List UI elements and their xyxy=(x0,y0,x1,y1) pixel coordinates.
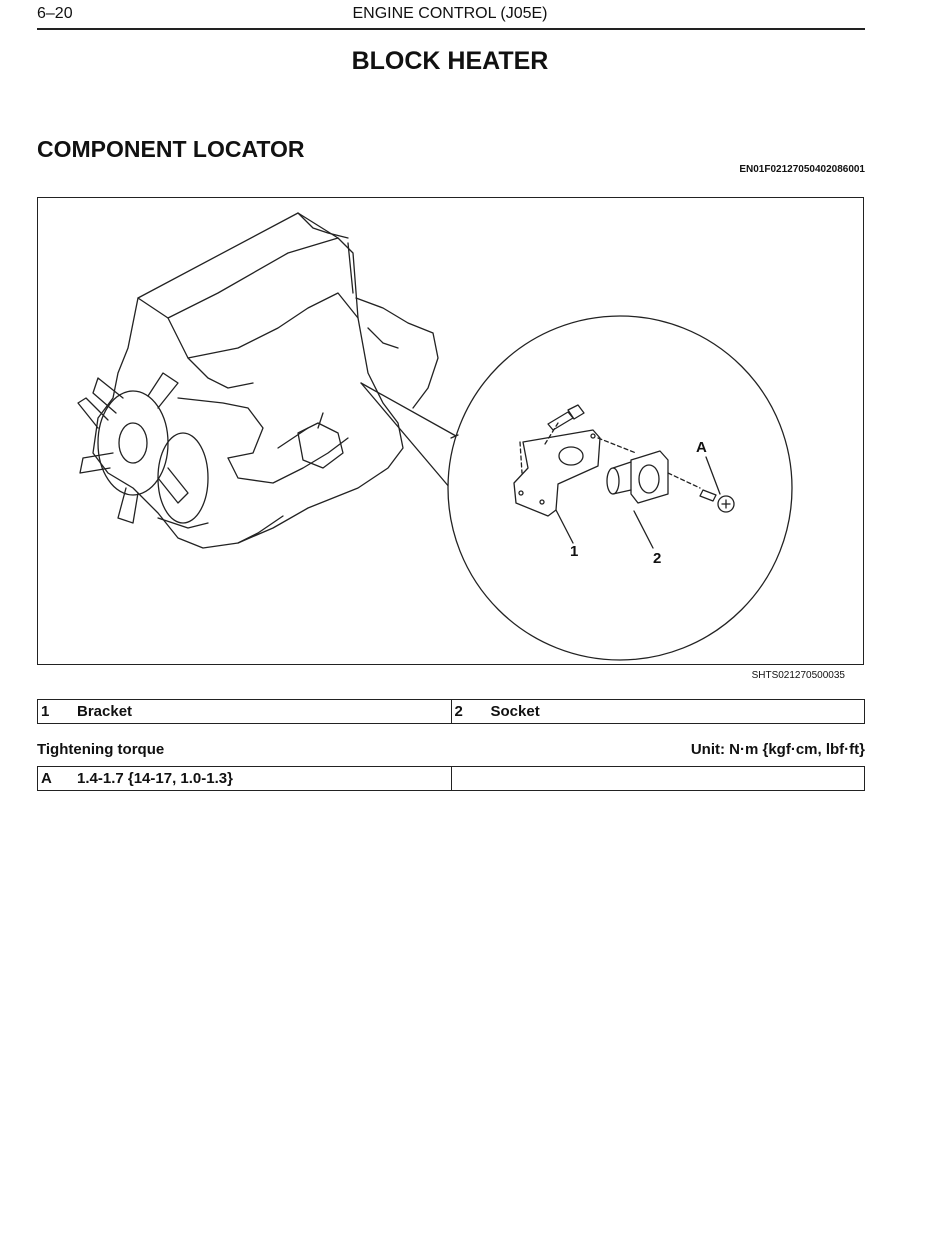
running-title: ENGINE CONTROL (J05E) xyxy=(352,5,548,22)
figure-id: SHTS021270500035 xyxy=(751,670,845,681)
component-illustration xyxy=(37,197,864,665)
part-key: 2 xyxy=(454,703,463,720)
torque-unit: Unit: N·m {kgf·cm, lbf·ft} xyxy=(690,741,865,758)
table-row xyxy=(38,767,865,791)
callout-a: A xyxy=(696,439,707,456)
part-name: Socket xyxy=(490,703,540,720)
parts-cell-2 xyxy=(451,700,865,724)
page-title: BLOCK HEATER xyxy=(351,47,549,75)
fan-drawing xyxy=(78,373,188,523)
torque-label: Tightening torque xyxy=(37,741,165,758)
engine-diagram xyxy=(38,198,865,666)
section-title: COMPONENT LOCATOR xyxy=(37,136,305,162)
header-rule xyxy=(37,28,865,30)
document-id: EN01F02127050402086001 xyxy=(739,164,865,175)
callout-1: 1 xyxy=(570,543,579,560)
torque-value: 1.4-1.7 {14-17, 1.0-1.3} xyxy=(77,770,233,787)
torque-key: A xyxy=(41,770,52,787)
torque-table xyxy=(37,766,865,791)
callout-2: 2 xyxy=(653,550,662,567)
engine-drawing xyxy=(78,213,438,548)
part-name: Bracket xyxy=(77,703,133,720)
part-key: 1 xyxy=(41,703,50,720)
detail-magnifier xyxy=(361,316,792,660)
torque-cell xyxy=(38,767,452,791)
table-row xyxy=(38,700,865,724)
parts-table xyxy=(37,699,865,724)
page-number: 6–20 xyxy=(37,5,73,22)
torque-cell-empty xyxy=(451,767,865,791)
parts-cell-1 xyxy=(38,700,452,724)
